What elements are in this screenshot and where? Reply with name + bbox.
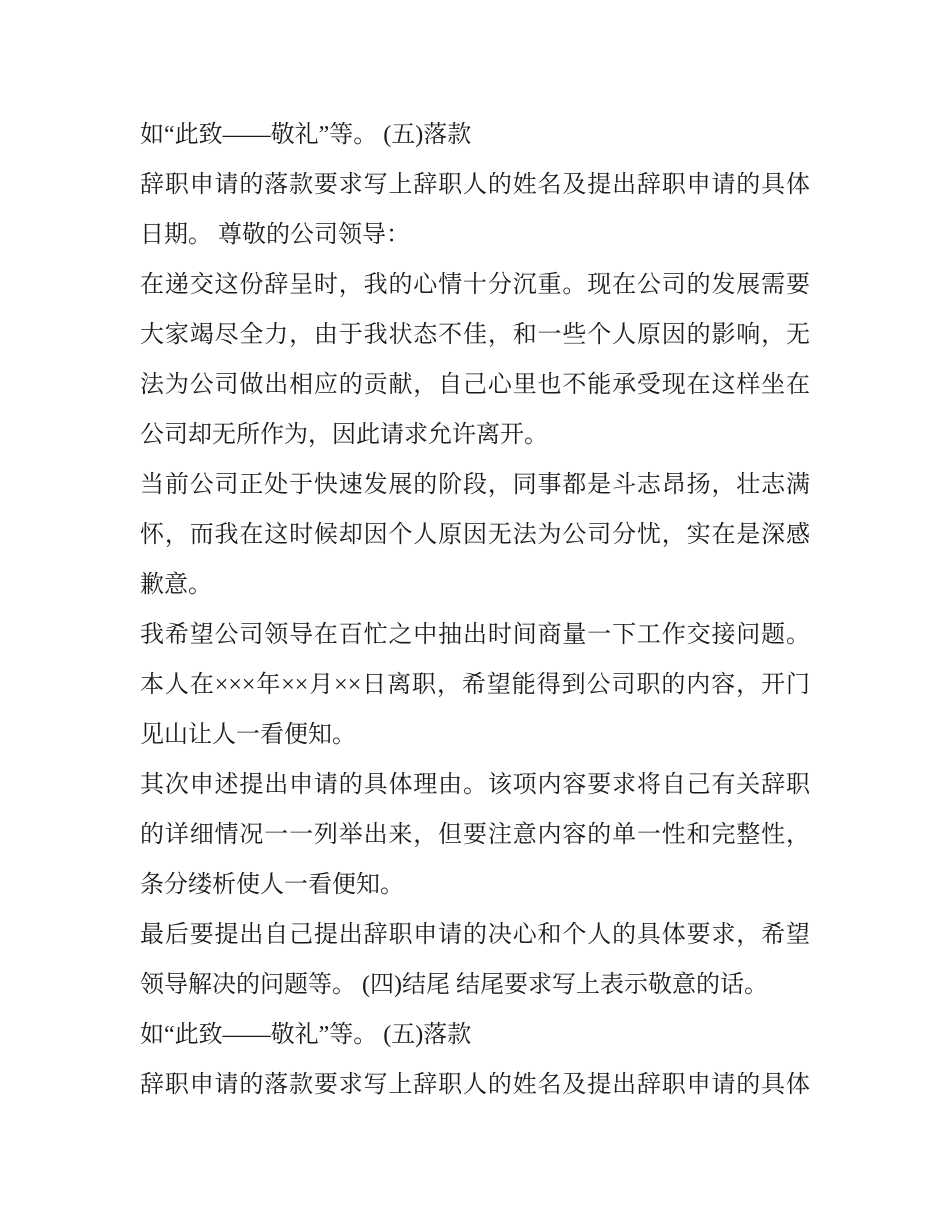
text-line: 的详细情况一一列举出来，但要注意内容的单一性和完整性， — [140, 822, 810, 848]
text-line: 当前公司正处于快速发展的阶段，同事都是斗志昂扬，壮志满 — [140, 472, 810, 498]
paragraph — [140, 760, 810, 910]
text-line: 领导解决的问题等。 (四)结尾 结尾要求写上表示敬意的话。 — [140, 972, 768, 998]
paragraph — [140, 660, 810, 760]
text-line: 歉意。 — [140, 572, 212, 598]
text-line: 见山让人一看便知。 — [140, 722, 356, 748]
paragraph — [140, 910, 810, 1010]
text-line: 大家竭尽全力，由于我状态不佳，和一些个人原因的影响，无 — [140, 322, 810, 348]
text-line: 法为公司做出相应的贡献，自己心里也不能承受现在这样坐在 — [140, 372, 810, 398]
paragraph — [140, 260, 810, 460]
text-line: 在递交这份辞呈时，我的心情十分沉重。现在公司的发展需要 — [140, 272, 810, 298]
text-line: 怀，而我在这时候却因个人原因无法为公司分忧，实在是深感 — [140, 522, 810, 548]
text-line: 如“此致——敬礼”等。 (五)落款 — [140, 122, 472, 148]
text-line: 日期。 尊敬的公司领导： — [140, 222, 410, 248]
text-line: 本人在×××年××月××日离职，希望能得到公司职的内容，开门 — [140, 672, 810, 698]
paragraph — [140, 1010, 810, 1060]
paragraph — [140, 110, 810, 160]
paragraph — [140, 1060, 810, 1110]
text-line: 我希望公司领导在百忙之中抽出时间商量一下工作交接问题。 — [140, 622, 810, 648]
document-text — [140, 110, 810, 1110]
paragraph — [140, 460, 810, 610]
paragraph — [140, 610, 810, 660]
text-line: 条分缕析使人一看便知。 — [140, 872, 404, 898]
paragraph — [140, 160, 810, 260]
text-line: 辞职申请的落款要求写上辞职人的姓名及提出辞职申请的具体 — [140, 1072, 810, 1098]
text-line: 其次申述提出申请的具体理由。该项内容要求将自己有关辞职 — [140, 772, 810, 798]
text-line: 最后要提出自己提出辞职申请的决心和个人的具体要求，希望 — [140, 922, 810, 948]
text-line: 辞职申请的落款要求写上辞职人的姓名及提出辞职申请的具体 — [140, 172, 810, 198]
text-line: 如“此致——敬礼”等。 (五)落款 — [140, 1022, 472, 1048]
text-line: 公司却无所作为，因此请求允许离开。 — [140, 422, 548, 448]
